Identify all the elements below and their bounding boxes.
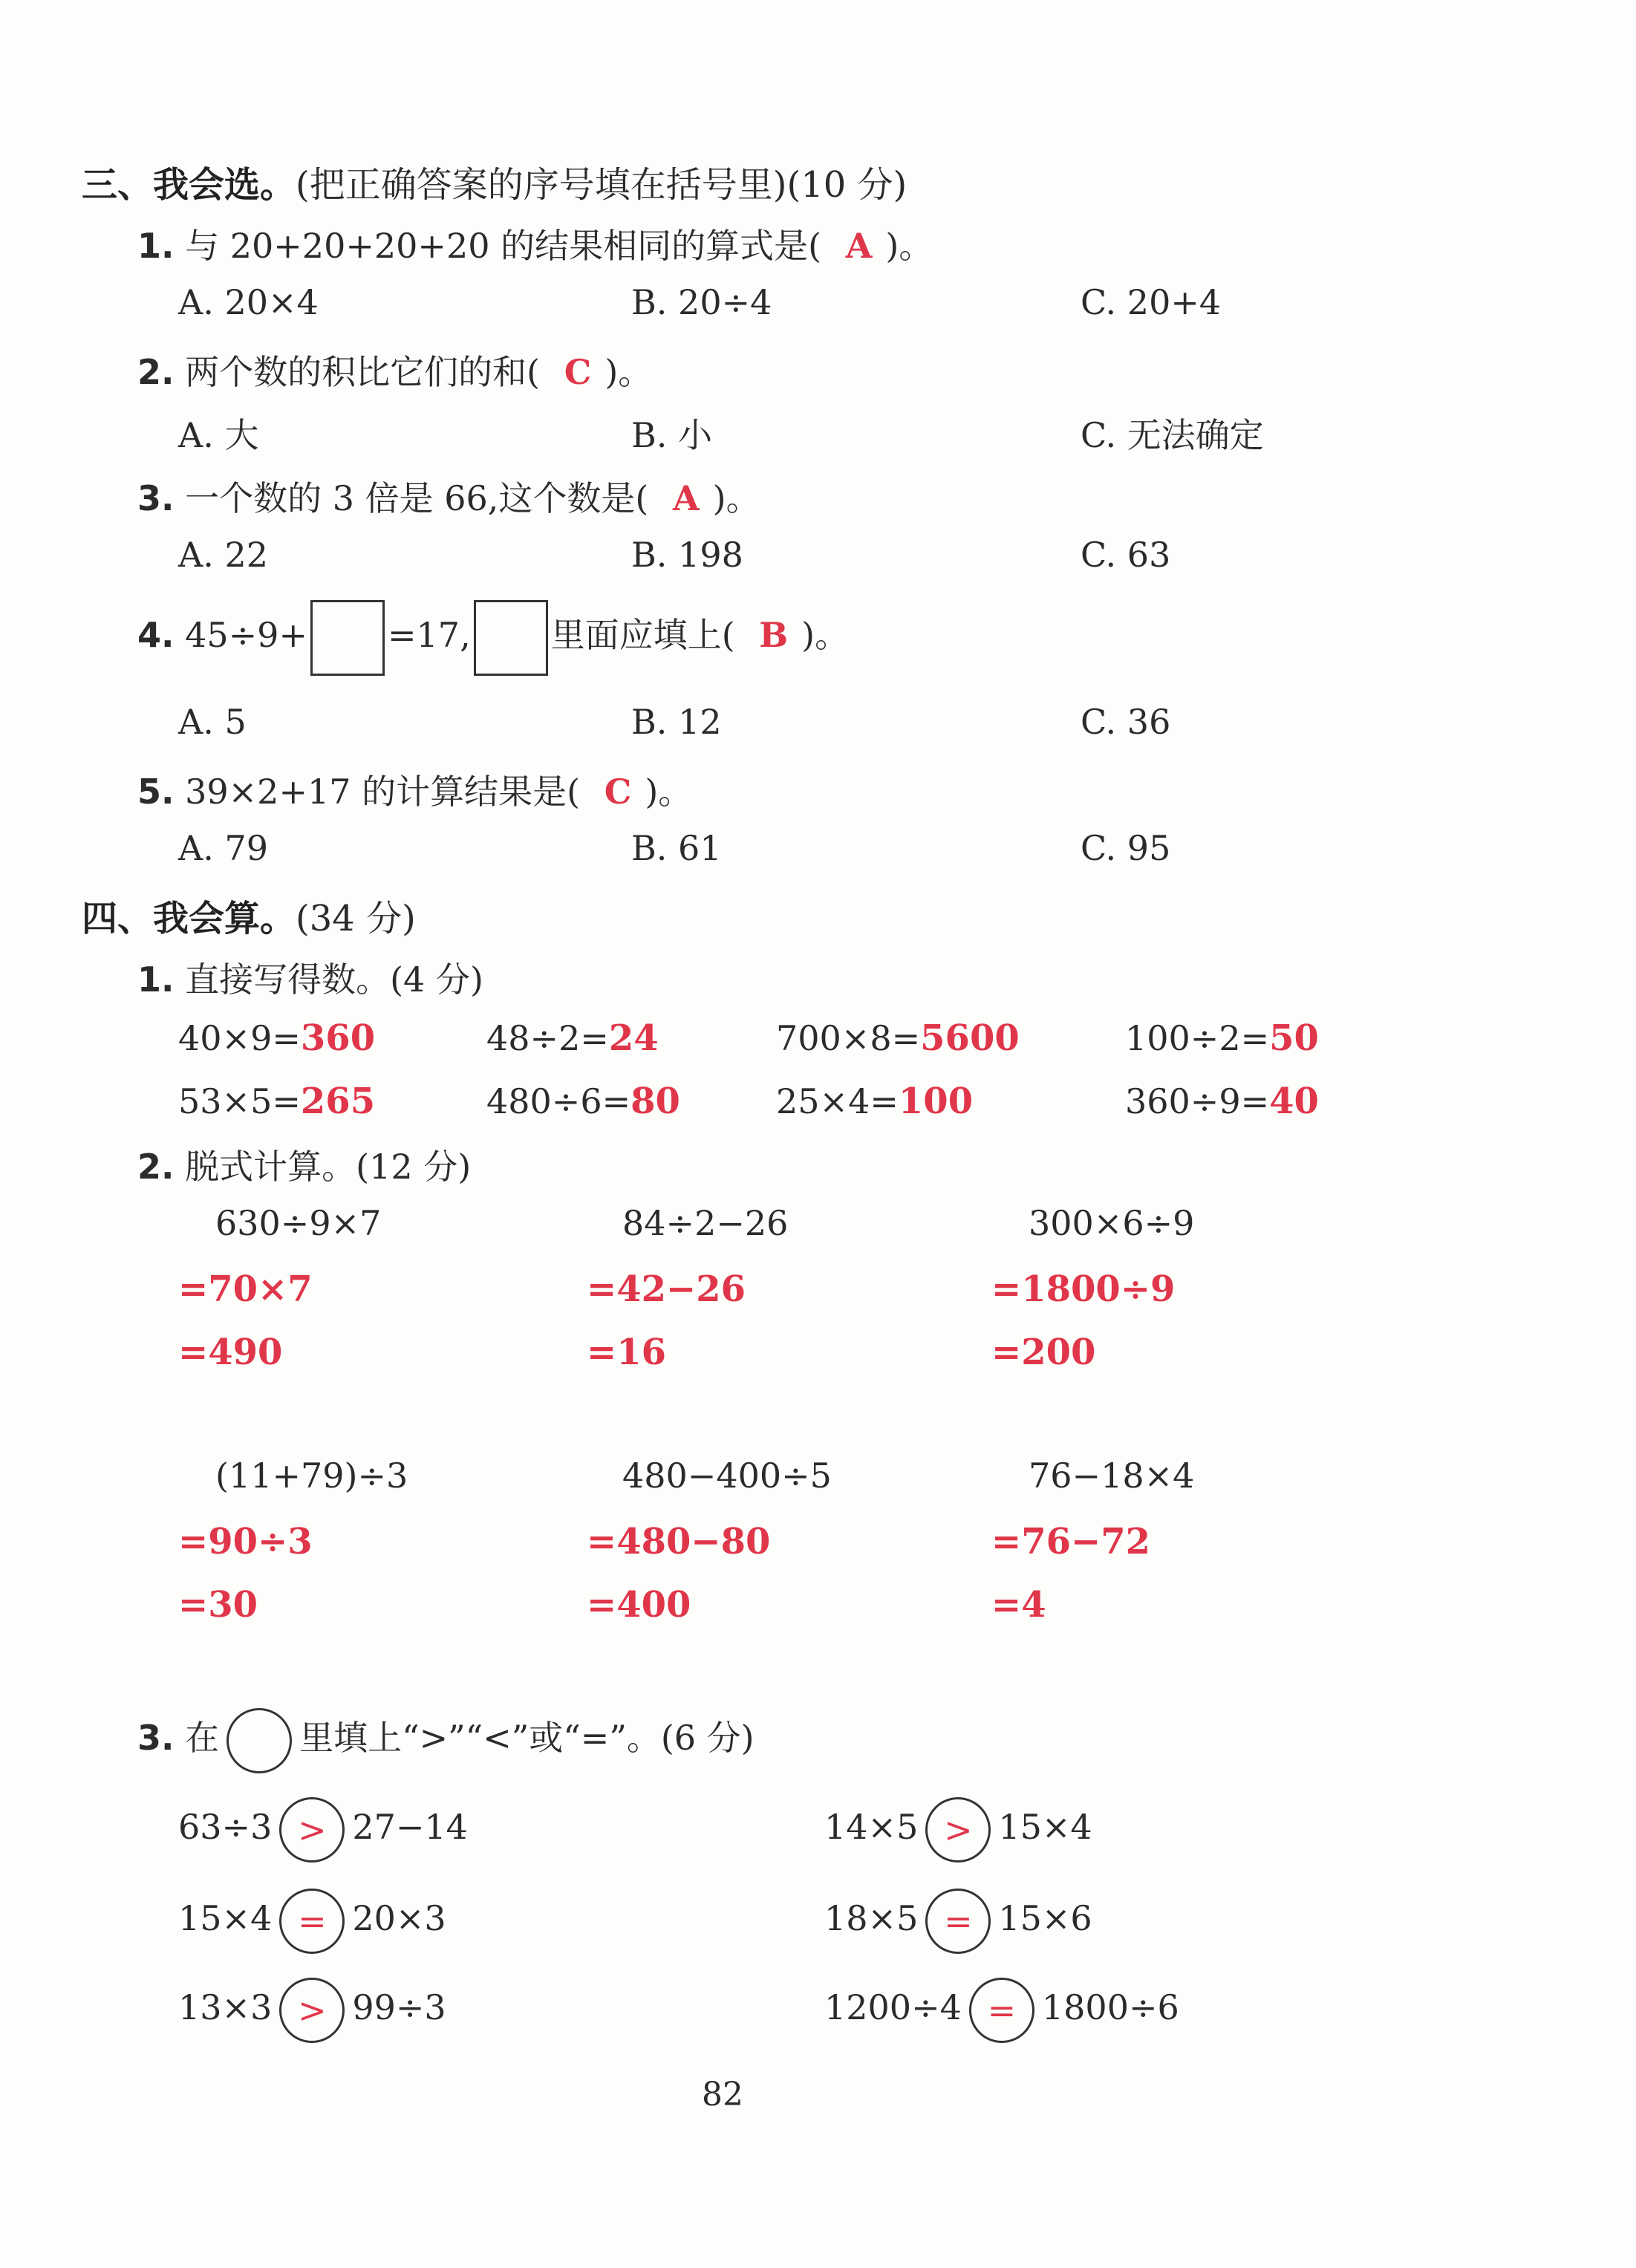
section-4-note: (34 分) [296, 898, 416, 939]
option-b: B. 20÷4 [631, 282, 772, 322]
part-title: 直接写得数。(4 分) [185, 959, 483, 1000]
calc-step: =1800÷9 [991, 1268, 1176, 1310]
answer: 80 [630, 1081, 680, 1122]
option-a: A. 79 [178, 828, 268, 868]
section-4-title: 四、我会算。 [82, 898, 296, 939]
expression: 25×4= [776, 1081, 899, 1121]
calc-step: =480−80 [587, 1521, 771, 1562]
question-text: 45÷9+ [185, 615, 307, 655]
option-c: C. 20+4 [1081, 282, 1222, 322]
left-expression: 15×4 [178, 1898, 273, 1938]
answer-mark: C [564, 352, 592, 392]
expression: 480÷6= [486, 1081, 631, 1121]
answer-circle [925, 1889, 991, 1954]
calc-step: =400 [587, 1584, 691, 1626]
right-expression: 99÷3 [352, 1987, 446, 2027]
part-number: 3. [137, 1718, 175, 1758]
oral-item [486, 1081, 680, 1122]
answer: 5600 [920, 1017, 1020, 1059]
left-expression: 18×5 [824, 1898, 919, 1938]
question-number: 3. [137, 478, 175, 518]
question-close: )。 [645, 772, 693, 812]
expression: 40×9= [178, 1018, 301, 1058]
option-b: B. 小 [631, 415, 713, 455]
question-3 [137, 472, 760, 521]
question-text: 39×2+17 的计算结果是( [185, 772, 581, 812]
option-c: C. 95 [1081, 828, 1171, 868]
calc-expression: 300×6÷9 [1029, 1203, 1195, 1243]
question-2 [137, 345, 652, 394]
calc-step: =30 [178, 1584, 258, 1626]
part-number: 2. [137, 1147, 175, 1187]
calc-step: =76−72 [991, 1521, 1151, 1562]
oral-item [1125, 1081, 1319, 1122]
compare-item [178, 1889, 446, 1954]
answer-circle [279, 1978, 345, 2043]
question-text: 与 20+20+20+20 的结果相同的算式是( [185, 226, 822, 266]
part-2-heading [137, 1140, 471, 1189]
expression: 360÷9= [1125, 1081, 1270, 1121]
answer: 360 [300, 1017, 376, 1059]
calc-expression: (11+79)÷3 [215, 1456, 408, 1496]
option-a: A. 20×4 [178, 282, 319, 322]
calc-step: =90÷3 [178, 1521, 313, 1562]
left-expression: 1200÷4 [824, 1987, 962, 2027]
question-close: )。 [885, 226, 933, 266]
calc-step: =70×7 [178, 1268, 313, 1310]
calc-expression: 630÷9×7 [215, 1203, 382, 1243]
oral-item [178, 1017, 375, 1059]
answer-circle [279, 1889, 345, 1954]
section-3-heading [82, 156, 907, 207]
question-close: )。 [801, 615, 850, 655]
question-text: 里面应填上( [550, 615, 735, 655]
compare-answer: > [298, 1990, 327, 2030]
section-4-heading [82, 890, 416, 941]
compare-item [824, 1797, 1092, 1863]
calc-step: =16 [587, 1332, 667, 1373]
part-title: 脱式计算。(12 分) [185, 1147, 472, 1187]
right-expression: 15×4 [998, 1807, 1092, 1847]
part-title: 里填上“>”“<”或“=”。(6 分) [299, 1718, 755, 1758]
question-5 [137, 765, 692, 814]
oral-item [486, 1017, 659, 1059]
question-text: 两个数的积比它们的和( [185, 352, 541, 392]
part-title: 在 [185, 1718, 220, 1758]
option-b: B. 61 [631, 828, 722, 868]
calc-expression: 480−400÷5 [622, 1456, 832, 1496]
option-b: B. 198 [631, 535, 743, 575]
answer: 50 [1269, 1017, 1319, 1059]
left-expression: 63÷3 [178, 1807, 273, 1847]
option-c: C. 63 [1081, 535, 1171, 575]
section-3-title: 三、我会选。 [82, 164, 296, 206]
option-a: A. 5 [178, 702, 247, 742]
right-expression: 27−14 [352, 1807, 468, 1847]
expression: 53×5= [178, 1081, 301, 1121]
option-c: C. 36 [1081, 702, 1171, 742]
answer-circle [925, 1797, 991, 1863]
right-expression: 20×3 [352, 1898, 446, 1938]
compare-answer: = [987, 1990, 1017, 2030]
part-1-heading [137, 953, 483, 1002]
left-expression: 13×3 [178, 1987, 273, 2027]
empty-circle [227, 1708, 292, 1773]
question-close: )。 [712, 478, 760, 518]
compare-item [178, 1797, 468, 1863]
oral-item [776, 1017, 1020, 1059]
option-a: A. 大 [178, 415, 259, 455]
calc-step: =490 [178, 1332, 283, 1373]
answer-mark: A [672, 478, 700, 518]
left-expression: 14×5 [824, 1807, 919, 1847]
question-number: 1. [137, 226, 175, 266]
expression: 48÷2= [486, 1018, 609, 1058]
question-number: 5. [137, 772, 175, 812]
answer: 24 [608, 1017, 659, 1059]
compare-item [824, 1889, 1092, 1954]
option-a: A. 22 [178, 535, 268, 575]
compare-answer: > [298, 1810, 327, 1850]
calc-expression: 84÷2−26 [622, 1203, 789, 1243]
answer: 100 [898, 1081, 974, 1122]
right-expression: 15×6 [998, 1898, 1092, 1938]
answer-circle [279, 1797, 345, 1863]
section-3-note: (把正确答案的序号填在括号里)(10 分) [296, 164, 907, 206]
question-1 [137, 219, 933, 268]
question-text: =17, [388, 615, 471, 655]
part-number: 1. [137, 959, 175, 1000]
calc-step: =4 [991, 1584, 1046, 1626]
answer-mark: B [759, 615, 789, 655]
compare-answer: > [944, 1810, 973, 1850]
right-expression: 1800÷6 [1041, 1987, 1179, 2027]
question-text: 一个数的 3 倍是 66,这个数是( [185, 478, 649, 518]
option-b: B. 12 [631, 702, 722, 742]
answer: 265 [300, 1081, 376, 1122]
calc-expression: 76−18×4 [1029, 1456, 1195, 1496]
question-number: 4. [137, 615, 175, 655]
page-number: 82 [702, 2076, 743, 2114]
expression: 100÷2= [1125, 1018, 1270, 1058]
blank-box [474, 600, 548, 676]
oral-item [1125, 1017, 1319, 1059]
compare-answer: = [944, 1901, 973, 1941]
question-4 [137, 600, 849, 676]
answer-circle [969, 1978, 1034, 2043]
answer: 40 [1269, 1081, 1319, 1122]
oral-item [776, 1081, 973, 1122]
answer-mark: A [845, 226, 873, 266]
oral-item [178, 1081, 375, 1122]
question-number: 2. [137, 352, 175, 392]
blank-box [310, 600, 385, 676]
compare-answer: = [298, 1901, 327, 1941]
option-c: C. 无法确定 [1081, 415, 1264, 455]
question-close: )。 [604, 352, 653, 392]
calc-step: =200 [991, 1332, 1096, 1373]
compare-item [824, 1978, 1179, 2043]
answer-mark: C [604, 772, 632, 812]
calc-step: =42−26 [587, 1268, 746, 1310]
compare-item [178, 1978, 446, 2043]
expression: 700×8= [776, 1018, 921, 1058]
part-3-heading [137, 1708, 755, 1773]
